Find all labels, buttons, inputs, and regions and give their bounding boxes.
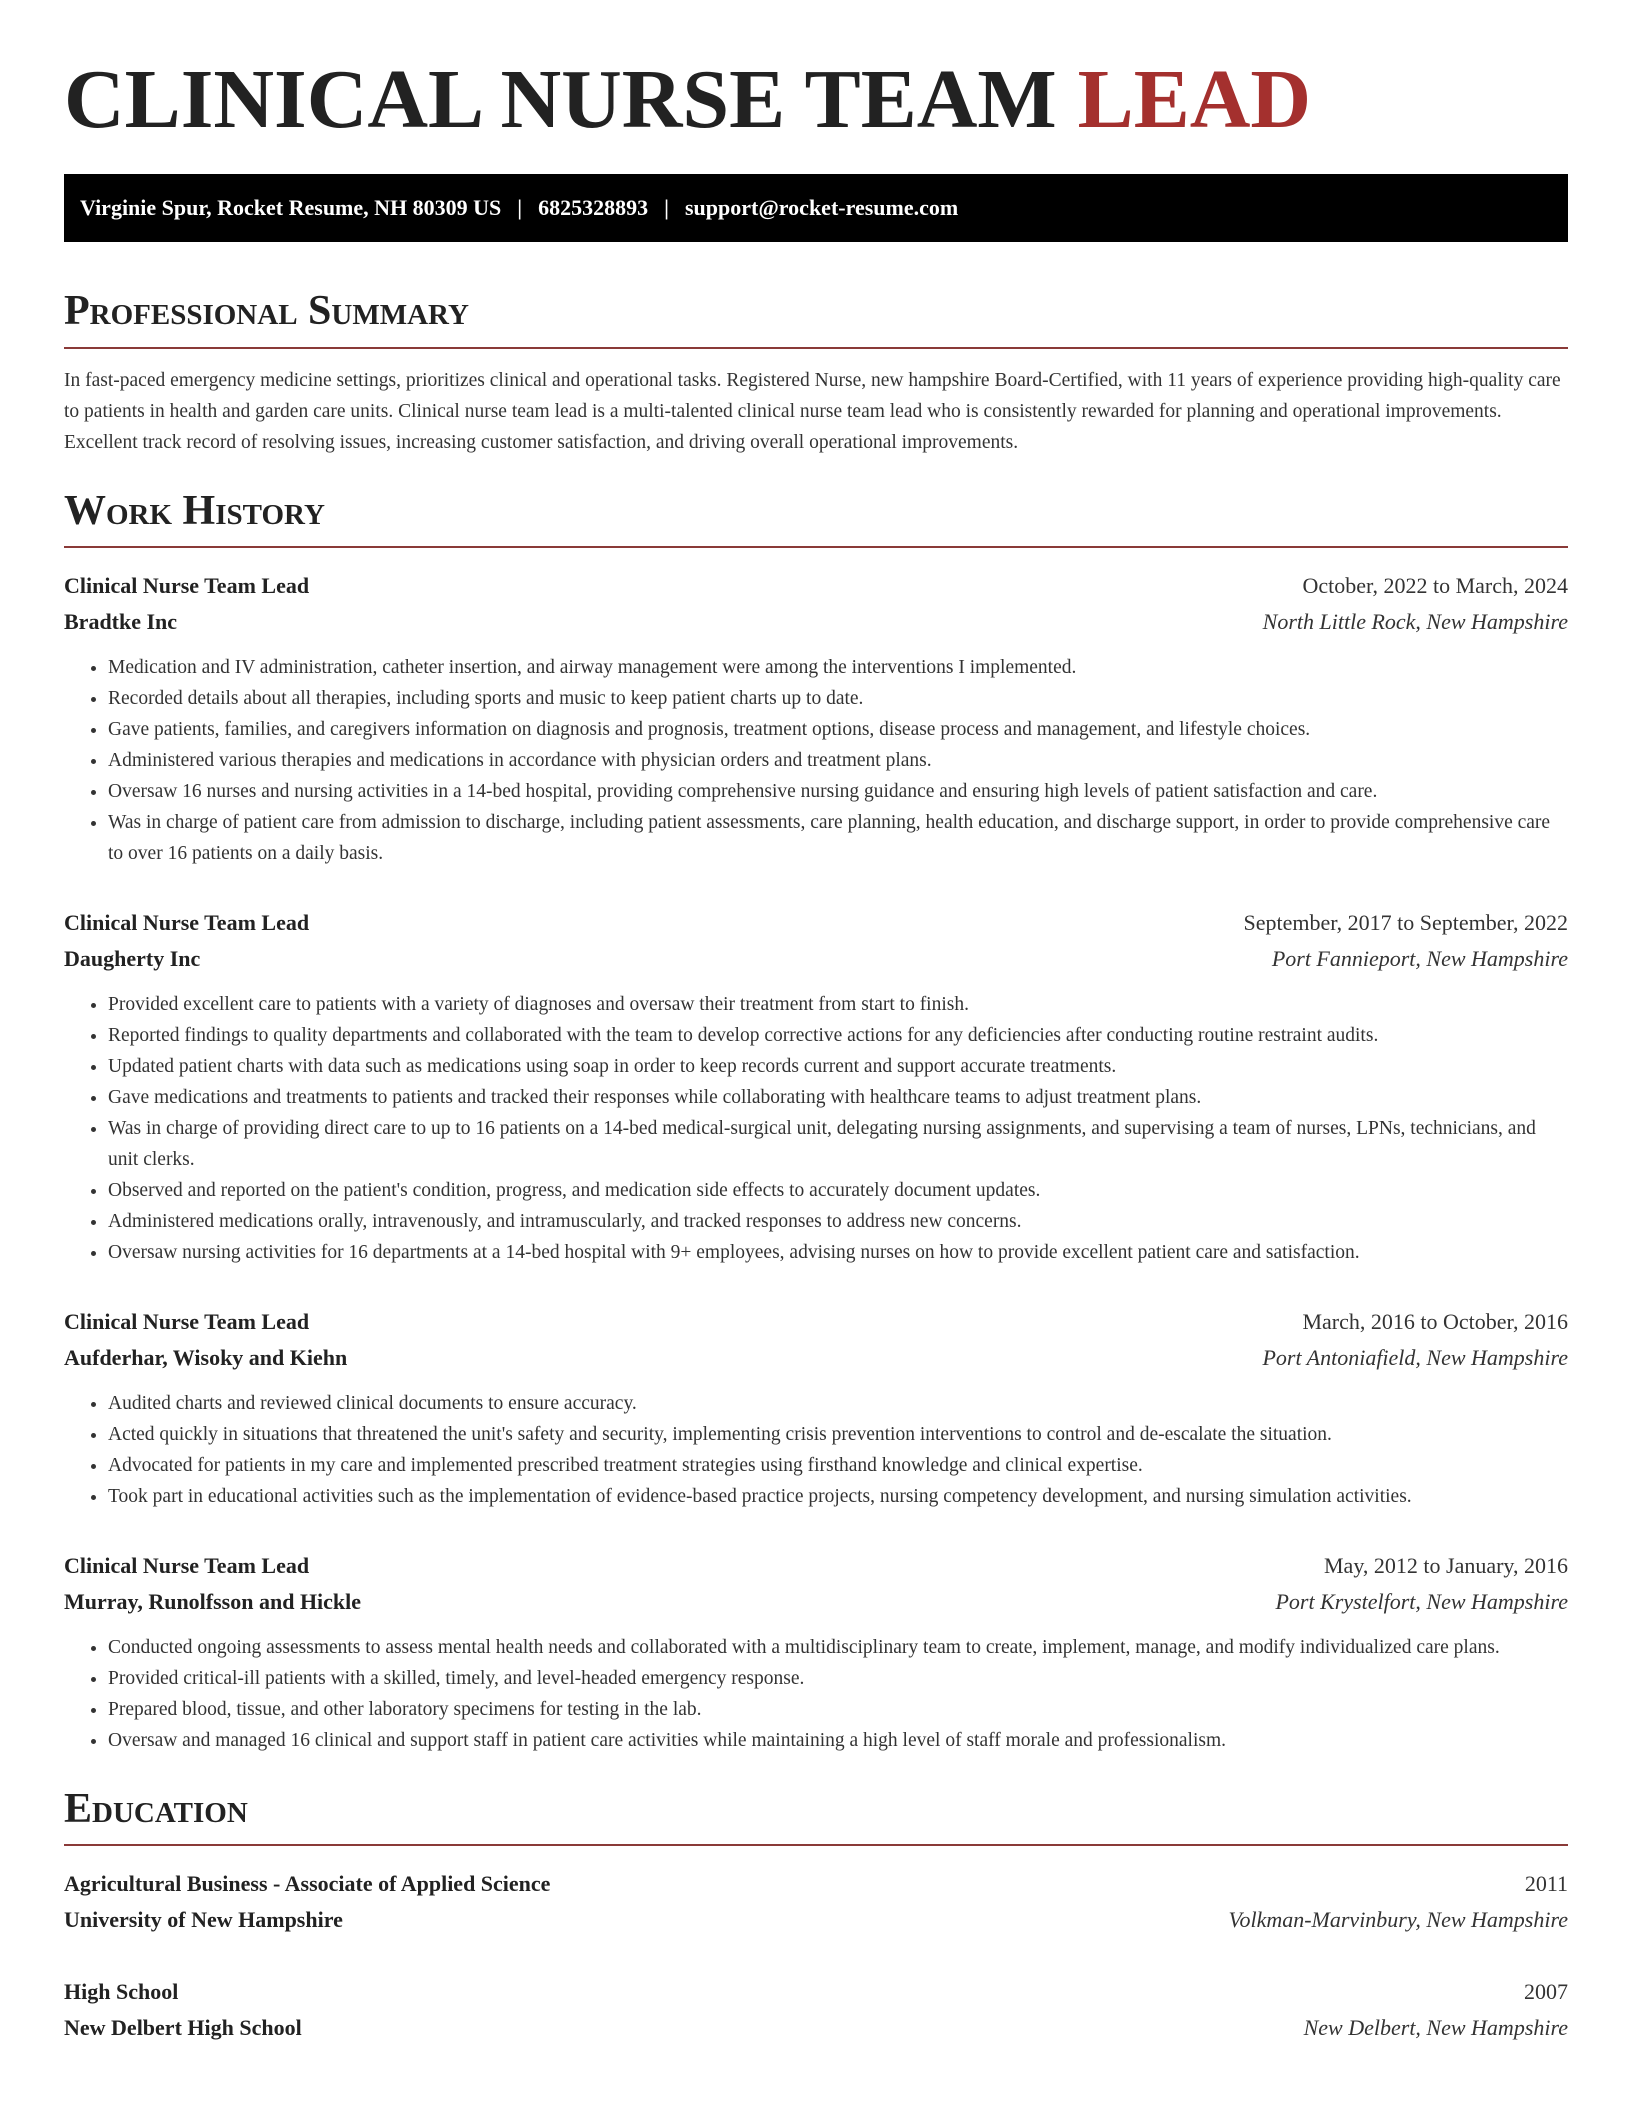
list-item: • Recorded details about all therapies, including sports and music to keep patient charts up to date. bbox=[108, 683, 1568, 714]
education-degree-row bbox=[64, 1866, 1568, 1902]
education-degree: Agricultural Business - Associate of Applied Science bbox=[64, 1870, 551, 1896]
summary-text: In fast-paced emergency medicine settings, prioritizes clinical and operational tasks. Registered Nurse, new hampshire Board-Certified, with 11 years of experience providing high-quality care to patients in health and garden care units. Clinical nurse team lead is a multi-talented clinical nurse team lead who is consistently rewarded for planning and operational improvements. Excellent track record of resolving issues, increasing customer satisfaction, and driving overall operational improvements. bbox=[64, 369, 1561, 453]
list-item: • Medication and IV administration, catheter insertion, and airway management were among the interventions I implemented. bbox=[108, 652, 1568, 683]
education-school-row bbox=[64, 1902, 1568, 1938]
job-company-row bbox=[64, 604, 1568, 640]
job-company-row bbox=[64, 941, 1568, 977]
education-school-row bbox=[64, 2010, 1568, 2046]
list-item: • Gave patients, families, and caregivers information on diagnosis and prognosis, treatment options, disease process and management, and lifestyle choices. bbox=[108, 714, 1568, 745]
job-header-row bbox=[64, 905, 1568, 941]
education-entry bbox=[64, 1974, 1568, 2046]
job-dates: October, 2022 to March, 2024 bbox=[1302, 572, 1568, 598]
education-year: 2011 bbox=[1524, 1870, 1568, 1896]
job-role: Clinical Nurse Team Lead bbox=[64, 1308, 310, 1334]
education-location: Volkman-Marvinbury, New Hampshire bbox=[1228, 1906, 1568, 1932]
list-item: • Administered various therapies and medications in accordance with physician orders and treatment plans. bbox=[108, 745, 1568, 776]
title-accent: LEAD bbox=[1077, 53, 1312, 146]
education-entry bbox=[64, 1866, 1568, 1938]
education-heading: Education bbox=[64, 1786, 1568, 1846]
job-bullets bbox=[64, 989, 1568, 1268]
job-company-row bbox=[64, 1340, 1568, 1376]
list-item: • Acted quickly in situations that threatened the unit's safety and security, implementing crisis prevention interventions to control and de-escalate the situation. bbox=[108, 1419, 1568, 1450]
job-company-row bbox=[64, 1584, 1568, 1620]
job-entry bbox=[64, 1304, 1568, 1512]
summary-heading: Professional Summary bbox=[64, 288, 1568, 348]
job-company: Daugherty Inc bbox=[64, 945, 201, 971]
list-item: • Administered medications orally, intravenously, and intramuscularly, and tracked responses to address new concerns. bbox=[108, 1206, 1568, 1237]
list-item: • Gave medications and treatments to patients and tracked their responses while collaborating with healthcare teams to adjust treatment plans. bbox=[108, 1082, 1568, 1113]
list-item: • Audited charts and reviewed clinical documents to ensure accuracy. bbox=[108, 1388, 1568, 1419]
job-entry bbox=[64, 905, 1568, 1268]
contact-phone: 6825328893 bbox=[538, 195, 649, 221]
list-item: • Advocated for patients in my care and implemented prescribed treatment strategies using firsthand knowledge and clinical expertise. bbox=[108, 1450, 1568, 1481]
job-bullets bbox=[64, 1632, 1568, 1756]
job-dates: May, 2012 to January, 2016 bbox=[1324, 1552, 1568, 1578]
list-item: • Was in charge of providing direct care to up to 16 patients on a 14-bed medical-surgical unit, delegating nursing assignments, and supervising a team of nurses, LPNs, technicians, and unit clerks. bbox=[108, 1113, 1568, 1175]
job-location: Port Antoniafield, New Hampshire bbox=[1262, 1344, 1568, 1370]
education-location: New Delbert, New Hampshire bbox=[1303, 2014, 1568, 2040]
list-item: • Conducted ongoing assessments to assess mental health needs and collaborated with a multidisciplinary team to create, implement, manage, and modify individualized care plans. bbox=[108, 1632, 1568, 1663]
job-company: Bradtke Inc bbox=[64, 608, 178, 634]
work-history-heading: Work History bbox=[64, 488, 1568, 548]
list-item: • Oversaw and managed 16 clinical and support staff in patient care activities while maintaining a high level of staff morale and professionalism. bbox=[108, 1725, 1568, 1756]
contact-separator: | bbox=[664, 195, 669, 221]
education-school: University of New Hampshire bbox=[64, 1906, 343, 1932]
job-role: Clinical Nurse Team Lead bbox=[64, 909, 310, 935]
job-location: Port Krystelfort, New Hampshire bbox=[1275, 1588, 1568, 1614]
contact-address: Virginie Spur, Rocket Resume, NH 80309 US bbox=[80, 195, 502, 221]
job-entry bbox=[64, 1548, 1568, 1756]
job-role: Clinical Nurse Team Lead bbox=[64, 572, 310, 598]
job-header-row bbox=[64, 1304, 1568, 1340]
contact-separator: | bbox=[517, 195, 523, 221]
job-company: Murray, Runolfsson and Hickle bbox=[64, 1588, 362, 1614]
job-bullets bbox=[64, 652, 1568, 869]
job-header-row bbox=[64, 568, 1568, 604]
list-item: • Updated patient charts with data such as medications using soap in order to keep records current and support accurate treatments. bbox=[108, 1051, 1568, 1082]
education-degree-row bbox=[64, 1974, 1568, 2010]
job-entry bbox=[64, 568, 1568, 869]
list-item: • Was in charge of patient care from admission to discharge, including patient assessments, care planning, health education, and discharge support, in order to provide comprehensive care to over 16 patients on a daily basis. bbox=[108, 807, 1568, 869]
list-item: • Provided excellent care to patients with a variety of diagnoses and oversaw their treatment from start to finish. bbox=[108, 989, 1568, 1020]
job-dates: March, 2016 to October, 2016 bbox=[1302, 1308, 1568, 1334]
job-dates: September, 2017 to September, 2022 bbox=[1243, 909, 1568, 935]
job-company: Aufderhar, Wisoky and Kiehn bbox=[64, 1344, 348, 1370]
title-main: CLINICAL NURSE TEAM bbox=[64, 53, 1057, 146]
list-item: • Oversaw 16 nurses and nursing activities in a 14-bed hospital, providing comprehensive nursing guidance and ensuring high levels of patient satisfaction and care. bbox=[108, 776, 1568, 807]
page-title bbox=[64, 54, 1568, 146]
job-location: Port Fannieport, New Hampshire bbox=[1271, 945, 1568, 971]
job-header-row bbox=[64, 1548, 1568, 1584]
education-degree: High School bbox=[64, 1978, 179, 2004]
contact-bar bbox=[64, 174, 1568, 242]
list-item: • Provided critical-ill patients with a skilled, timely, and level-headed emergency response. bbox=[108, 1663, 1568, 1694]
job-role: Clinical Nurse Team Lead bbox=[64, 1552, 310, 1578]
contact-email: support@rocket-resume.com bbox=[684, 195, 959, 221]
education-school: New Delbert High School bbox=[64, 2014, 302, 2040]
education-year: 2007 bbox=[1524, 1978, 1568, 2004]
job-location: North Little Rock, New Hampshire bbox=[1262, 608, 1568, 634]
list-item: • Prepared blood, tissue, and other laboratory specimens for testing in the lab. bbox=[108, 1694, 1568, 1725]
list-item: • Oversaw nursing activities for 16 departments at a 14-bed hospital with 9+ employees, advising nurses on how to provide excellent patient care and satisfaction. bbox=[108, 1237, 1568, 1268]
job-bullets bbox=[64, 1388, 1568, 1512]
list-item: • Took part in educational activities such as the implementation of evidence-based practice projects, nursing competency development, and nursing simulation activities. bbox=[108, 1481, 1568, 1512]
list-item: • Reported findings to quality departments and collaborated with the team to develop corrective actions for any deficiencies after conducting routine restraint audits. bbox=[108, 1020, 1568, 1051]
list-item: • Observed and reported on the patient's condition, progress, and medication side effects to accurately document updates. bbox=[108, 1175, 1568, 1206]
